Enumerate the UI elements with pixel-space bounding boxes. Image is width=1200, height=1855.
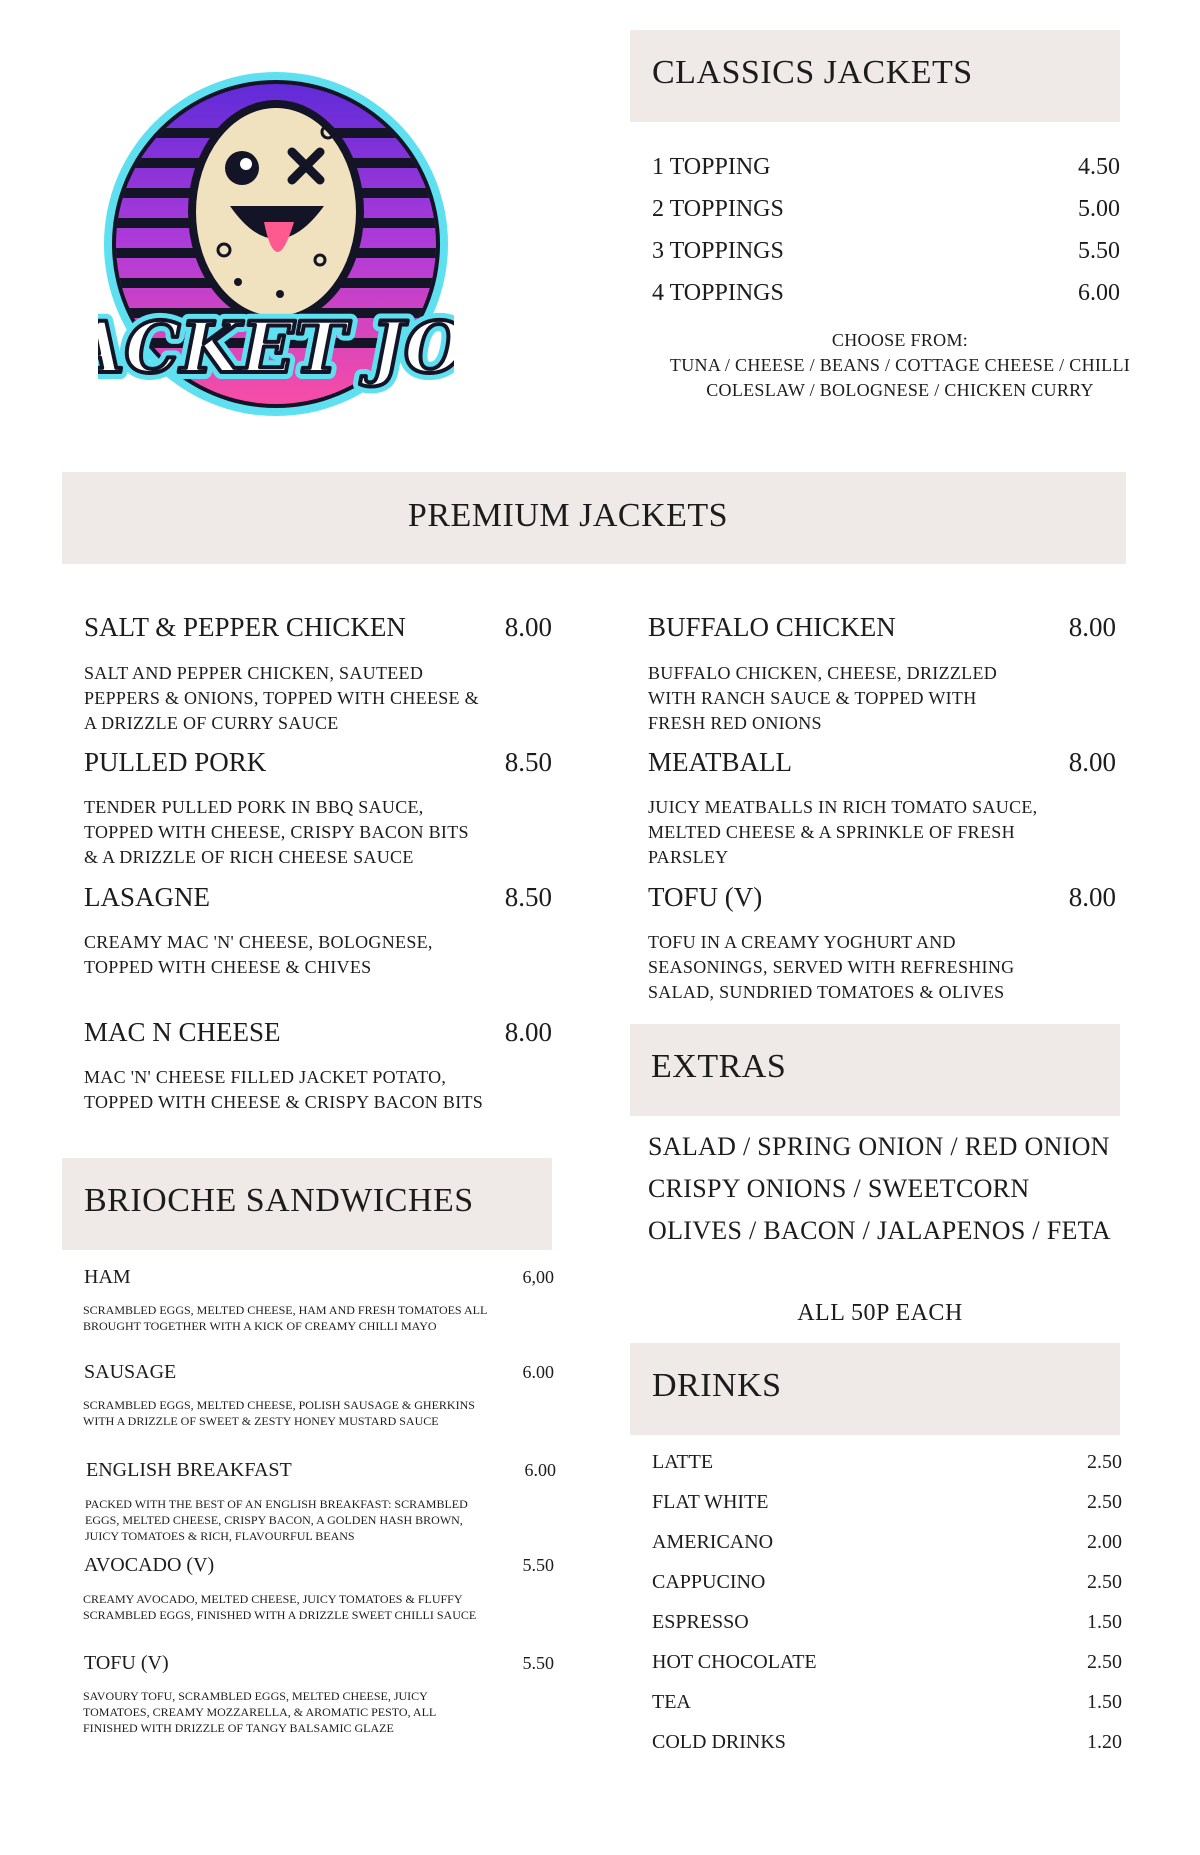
drink-name: FLAT WHITE — [652, 1491, 769, 1513]
drinks-title: DRINKS — [652, 1367, 782, 1404]
classics-row — [652, 154, 1120, 181]
classics-item-label: 1 TOPPING — [652, 154, 771, 180]
premium-item-price: 8.50 — [504, 882, 552, 912]
classics-row — [652, 196, 1120, 223]
brioche-item-header — [84, 1652, 554, 1675]
classics-item-label: 2 TOPPINGS — [652, 196, 784, 222]
classics-item-price: 4.50 — [1078, 154, 1120, 180]
drinks-row — [652, 1491, 1122, 1514]
drink-price: 2.00 — [1087, 1531, 1122, 1553]
premium-item-desc: CREAMY MAC 'N' CHEESE, BOLOGNESE, TOPPED WITH CHEESE & CHIVES — [84, 932, 433, 977]
svg-text:Jacket Joy: cket J — [124, 306, 404, 389]
choose-from-line: TUNA / CHEESE / BEANS / COTTAGE CHEESE / CHILLI — [669, 355, 1131, 375]
brioche-item-desc: SCRAMBLED EGGS, MELTED CHEESE, HAM AND FRESH TOMATOES ALL BROUGHT TOGETHER WITH A KICK OF CREAMY CHILLI MAYO — [83, 1303, 487, 1333]
drink-name: COLD DRINKS — [652, 1731, 786, 1753]
classics-item-price: 6.00 — [1078, 280, 1120, 306]
brioche-item-name: AVOCADO (V) — [84, 1554, 215, 1576]
premium-item-desc: TENDER PULLED PORK IN BBQ SAUCE, TOPPED WITH CHEESE, CRISPY BACON BITS & A DRIZZLE OF RICH CHEESE SAUCE — [84, 797, 469, 867]
drink-price: 1.50 — [1087, 1611, 1122, 1633]
premium-item-desc: MAC 'N' CHEESE FILLED JACKET POTATO, TOPPED WITH CHEESE & CRISPY BACON BITS — [84, 1067, 484, 1112]
brioche-item-desc: SAVOURY TOFU, SCRAMBLED EGGS, MELTED CHEESE, JUICY TOMATOES, CREAMY MOZZARELLA, & AROMATIC PESTO, ALL FINISHED WITH DRIZZLE OF TANGY BALSAMIC GLAZE — [83, 1689, 436, 1735]
premium-title: PREMIUM JACKETS — [407, 497, 729, 534]
drink-price: 1.20 — [1087, 1731, 1122, 1753]
drink-name: LATTE — [652, 1451, 714, 1473]
brioche-item-price: 6.00 — [524, 1460, 556, 1480]
premium-item-desc: JUICY MEATBALLS IN RICH TOMATO SAUCE, MELTED CHEESE & A SPRINKLE OF FRESH PARSLEY — [648, 797, 1038, 867]
classics-item-label: 3 TOPPINGS — [652, 238, 784, 264]
drinks-row — [652, 1571, 1122, 1594]
premium-item-price: 8.00 — [1068, 612, 1116, 642]
drink-name: ESPRESSO — [652, 1611, 749, 1633]
drinks-row — [652, 1451, 1122, 1474]
drink-name: TEA — [652, 1691, 691, 1713]
brioche-title: BRIOCHE SANDWICHES — [84, 1182, 474, 1219]
choose-from-label: CHOOSE FROM: — [831, 330, 969, 350]
classics-row — [652, 280, 1120, 307]
premium-item-name: PULLED PORK — [84, 747, 267, 777]
classics-item-price: 5.00 — [1078, 196, 1120, 222]
drink-price: 2.50 — [1087, 1571, 1122, 1593]
brioche-item-name: TOFU (V) — [84, 1652, 169, 1674]
premium-item-header — [84, 882, 552, 913]
brioche-item-price: 5.50 — [522, 1555, 554, 1575]
drink-price: 2.50 — [1087, 1451, 1122, 1473]
extras-line: CRISPY ONIONS / SWEETCORN — [648, 1174, 1030, 1203]
premium-item-header — [648, 882, 1116, 913]
premium-item-desc: BUFFALO CHICKEN, CHEESE, DRIZZLED WITH RANCH SAUCE & TOPPED WITH FRESH RED ONIONS — [648, 663, 998, 733]
premium-item-price: 8.00 — [504, 1017, 552, 1047]
drinks-row — [652, 1691, 1122, 1714]
premium-item-price: 8.00 — [1068, 747, 1116, 777]
brioche-item-price: 5.50 — [522, 1653, 554, 1673]
brioche-item-name: HAM — [84, 1266, 131, 1288]
drink-name: HOT CHOCOLATE — [652, 1651, 817, 1673]
choose-from-line: COLESLAW / BOLOGNESE / CHICKEN CURRY — [706, 380, 1094, 400]
brioche-item-price: 6.00 — [522, 1362, 554, 1382]
brioche-item-header — [86, 1459, 556, 1482]
drinks-row — [652, 1611, 1122, 1634]
premium-item-header — [648, 612, 1116, 643]
premium-item-header — [84, 612, 552, 643]
extras-note: ALL 50P EACH — [797, 1300, 963, 1326]
premium-item-header — [648, 747, 1116, 778]
drinks-row — [652, 1731, 1122, 1754]
brioche-item-desc: SCRAMBLED EGGS, MELTED CHEESE, POLISH SAUSAGE & GHERKINS WITH A DRIZZLE OF SWEET & ZESTY HONEY MUSTARD SAUCE — [83, 1398, 475, 1428]
drink-price: 1.50 — [1087, 1691, 1122, 1713]
premium-item-header — [84, 747, 552, 778]
premium-item-name: BUFFALO CHICKEN — [648, 612, 896, 642]
extras-line: SALAD / SPRING ONION / RED ONION — [648, 1132, 1110, 1161]
premium-item-name: LASAGNE — [84, 882, 210, 912]
brioche-item-desc: CREAMY AVOCADO, MELTED CHEESE, JUICY TOMATOES & FLUFFY SCRAMBLED EGGS, FINISHED WITH A DRIZZLE SWEET CHILLI SAUCE — [83, 1592, 477, 1622]
drink-name: AMERICANO — [652, 1531, 774, 1553]
drinks-row — [652, 1531, 1122, 1554]
extras-title: EXTRAS — [651, 1048, 787, 1085]
premium-item-name: MEATBALL — [648, 747, 792, 777]
classics-item-price: 5.50 — [1078, 238, 1120, 264]
drink-price: 2.50 — [1087, 1491, 1122, 1513]
premium-item-desc: SALT AND PEPPER CHICKEN, SAUTEED PEPPERS & ONIONS, TOPPED WITH CHEESE & A DRIZZLE OF CURRY SAUCE — [84, 663, 479, 733]
classics-title: CLASSICS JACKETS — [652, 54, 973, 91]
svg-text:Jacket Joy: cket J — [124, 306, 404, 389]
premium-item-name: TOFU (V) — [648, 882, 763, 912]
jacket-joy-logo — [98, 72, 454, 422]
classics-row — [652, 238, 1120, 265]
classics-item-label: 4 TOPPINGS — [652, 280, 784, 306]
brioche-item-header — [84, 1361, 554, 1384]
premium-item-price: 8.50 — [504, 747, 552, 777]
premium-item-name: MAC N CHEESE — [84, 1017, 281, 1047]
brioche-item-header — [84, 1554, 554, 1577]
premium-item-name: SALT & PEPPER CHICKEN — [84, 612, 406, 642]
premium-item-price: 8.00 — [1068, 882, 1116, 912]
extras-line: OLIVES / BACON / JALAPENOS / FETA — [648, 1216, 1111, 1245]
brioche-item-header — [84, 1266, 554, 1289]
drinks-row — [652, 1651, 1122, 1674]
brioche-item-price: 6,00 — [522, 1267, 554, 1287]
premium-item-price: 8.00 — [504, 612, 552, 642]
drink-name: CAPPUCINO — [652, 1571, 766, 1593]
brioche-item-name: ENGLISH BREAKFAST — [86, 1459, 292, 1481]
brioche-item-desc: PACKED WITH THE BEST OF AN ENGLISH BREAKFAST: SCRAMBLED EGGS, MELTED CHEESE, CRISPY BACON, A GOLDEN HASH BROWN, JUICY TOMATOES & RICH, FLAVOURFUL BEANS — [85, 1497, 468, 1543]
drink-price: 2.50 — [1087, 1651, 1122, 1673]
premium-item-header — [84, 1017, 552, 1048]
brioche-item-name: SAUSAGE — [84, 1361, 177, 1383]
premium-item-desc: TOFU IN A CREAMY YOGHURT AND SEASONINGS, SERVED WITH REFRESHING SALAD, SUNDRIED TOMATOES & OLIVES — [648, 932, 1015, 1002]
